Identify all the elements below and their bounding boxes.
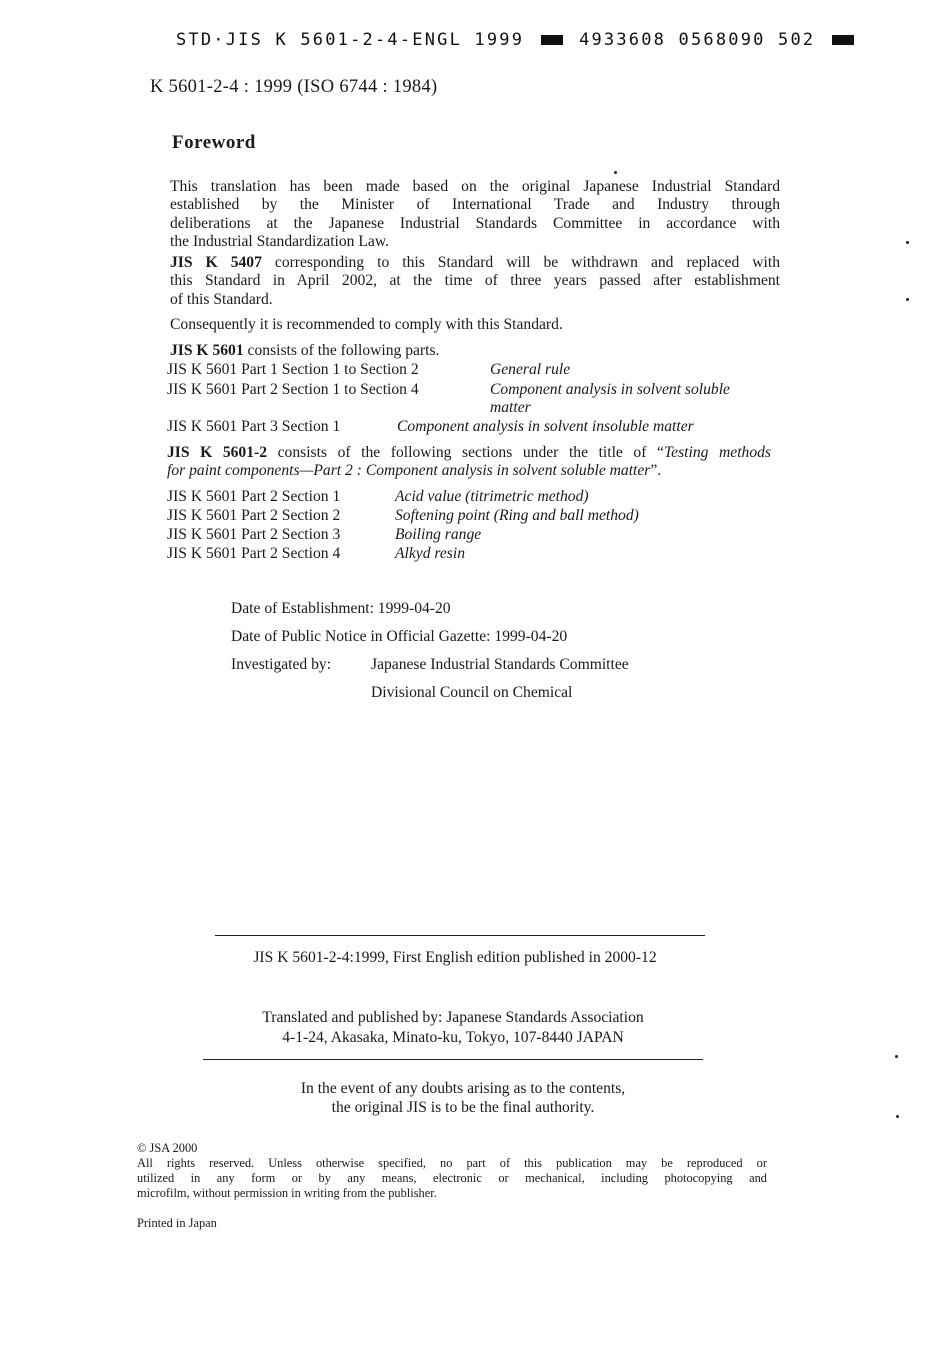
scan-speck (895, 1055, 898, 1058)
text-line (170, 342, 780, 360)
parts-intro (170, 342, 780, 360)
text-line (167, 462, 771, 480)
text-line: established by the Minister of International Trade and Industry through (170, 196, 780, 214)
section-ref: JIS K 5601 Part 2 Section 3 (167, 526, 341, 543)
text-line: of this Standard. (170, 290, 273, 308)
text-run: ”. (650, 462, 662, 480)
part-title: Component analysis in solvent soluble (490, 381, 730, 398)
section-ref: JIS K 5601 Part 2 Section 4 (167, 545, 341, 562)
header-code-left: STD·JIS K 5601-2-4-ENGL 1999 (176, 30, 525, 50)
part-title: Component analysis in solvent insoluble matter (397, 418, 694, 435)
text-line (170, 254, 780, 272)
copyright (137, 1141, 767, 1201)
divider (215, 935, 705, 936)
part-title: General rule (490, 361, 571, 378)
jis-reference: JIS K 5601-2 (167, 444, 268, 461)
part-title-cont: matter (490, 399, 531, 416)
text-run-italic: Testing methods (663, 444, 771, 461)
authority-line-2: the original JIS is to be the final authority. (331, 1099, 595, 1116)
section-ref: JIS K 5601 Part 2 Section 2 (167, 507, 341, 524)
list-item (167, 506, 639, 525)
part-ref: JIS K 5601 Part 1 Section 1 to Section 2 (167, 361, 419, 378)
rights-line: utilized in any form or by any means, electronic or mechanical, including photocopying and (137, 1171, 767, 1185)
text-line: this Standard in April 2002, at the time of three years passed after establishment (170, 272, 780, 290)
sections-intro (167, 444, 771, 481)
foreword-heading: Foreword (172, 132, 256, 153)
date-of-public-notice: Date of Public Notice in Official Gazette: 1999-04-20 (231, 628, 568, 645)
text-run: corresponding to this Standard will be withdrawn and replaced with (261, 254, 781, 271)
date-of-establishment: Date of Establishment: 1999-04-20 (231, 600, 451, 617)
section-ref: JIS K 5601 Part 2 Section 1 (167, 488, 341, 505)
list-item (167, 360, 570, 379)
text-run-italic: for paint components—Part 2 : Component analysis in solvent soluble matter (167, 462, 651, 480)
header-bar-mark (832, 35, 854, 45)
list-item (167, 380, 730, 399)
header-code-mid: 4933608 0568090 502 (579, 30, 816, 50)
foreword-paragraph-2 (170, 254, 780, 309)
list-item (167, 525, 481, 544)
standard-id: K 5601-2-4 : 1999 (ISO 6744 : 1984) (150, 77, 438, 97)
jis-reference: JIS K 5601 (170, 342, 244, 359)
text-line: This translation has been made based on the original Japanese Industrial Standard (170, 178, 780, 195)
list-item (167, 544, 465, 563)
text-line (167, 444, 771, 462)
publisher-address: 4-1-24, Akasaka, Minato-ku, Tokyo, 107-8440 JAPAN (282, 1029, 624, 1046)
authority-line-1: In the event of any doubts arising as to the contents, (300, 1080, 626, 1097)
part-ref: JIS K 5601 Part 2 Section 1 to Section 4 (167, 381, 419, 398)
edition-line: JIS K 5601-2-4:1999, First English edition published in 2000-12 (253, 949, 657, 966)
scan-speck (614, 171, 617, 174)
header-bar-mark (541, 35, 563, 45)
rights-line: All rights reserved. Unless otherwise specified, no part of this publication may be reproduced or (137, 1156, 767, 1170)
list-item (167, 417, 694, 436)
investigated-by-council: Divisional Council on Chemical (371, 684, 573, 701)
text-run: consists of the following sections under the title of “ (267, 444, 664, 461)
text-line: the Industrial Standardization Law. (170, 233, 389, 251)
list-item-continuation (490, 398, 531, 417)
section-title: Boiling range (395, 526, 482, 543)
foreword-paragraph-1 (170, 178, 780, 252)
printed-in: Printed in Japan (137, 1216, 217, 1230)
foreword-paragraph-3 (170, 316, 780, 334)
jis-reference: JIS K 5407 (170, 254, 262, 271)
scan-speck (906, 298, 909, 301)
text-line: deliberations at the Japanese Industrial Standards Committee in accordance with (170, 214, 780, 232)
text-run: consists of the following parts. (243, 342, 440, 359)
publisher-line-1: Translated and published by: Japanese Standards Association (262, 1009, 644, 1026)
divider (203, 1059, 703, 1060)
section-title: Softening point (Ring and ball method) (395, 507, 639, 524)
section-title: Alkyd resin (395, 545, 466, 562)
investigated-by-label: Investigated by: (231, 656, 332, 673)
scan-speck (906, 241, 909, 244)
list-item (167, 487, 589, 506)
copyright-line: © JSA 2000 (137, 1141, 198, 1155)
section-title: Acid value (titrimetric method) (395, 488, 589, 505)
part-ref: JIS K 5601 Part 3 Section 1 (167, 418, 341, 435)
scan-speck (896, 1115, 899, 1118)
header-code (176, 30, 858, 50)
text-line: Consequently it is recommended to comply with this Standard. (170, 316, 563, 333)
investigated-by-committee: Japanese Industrial Standards Committee (371, 656, 629, 673)
rights-line: microfilm, without permission in writing from the publisher. (137, 1186, 437, 1200)
